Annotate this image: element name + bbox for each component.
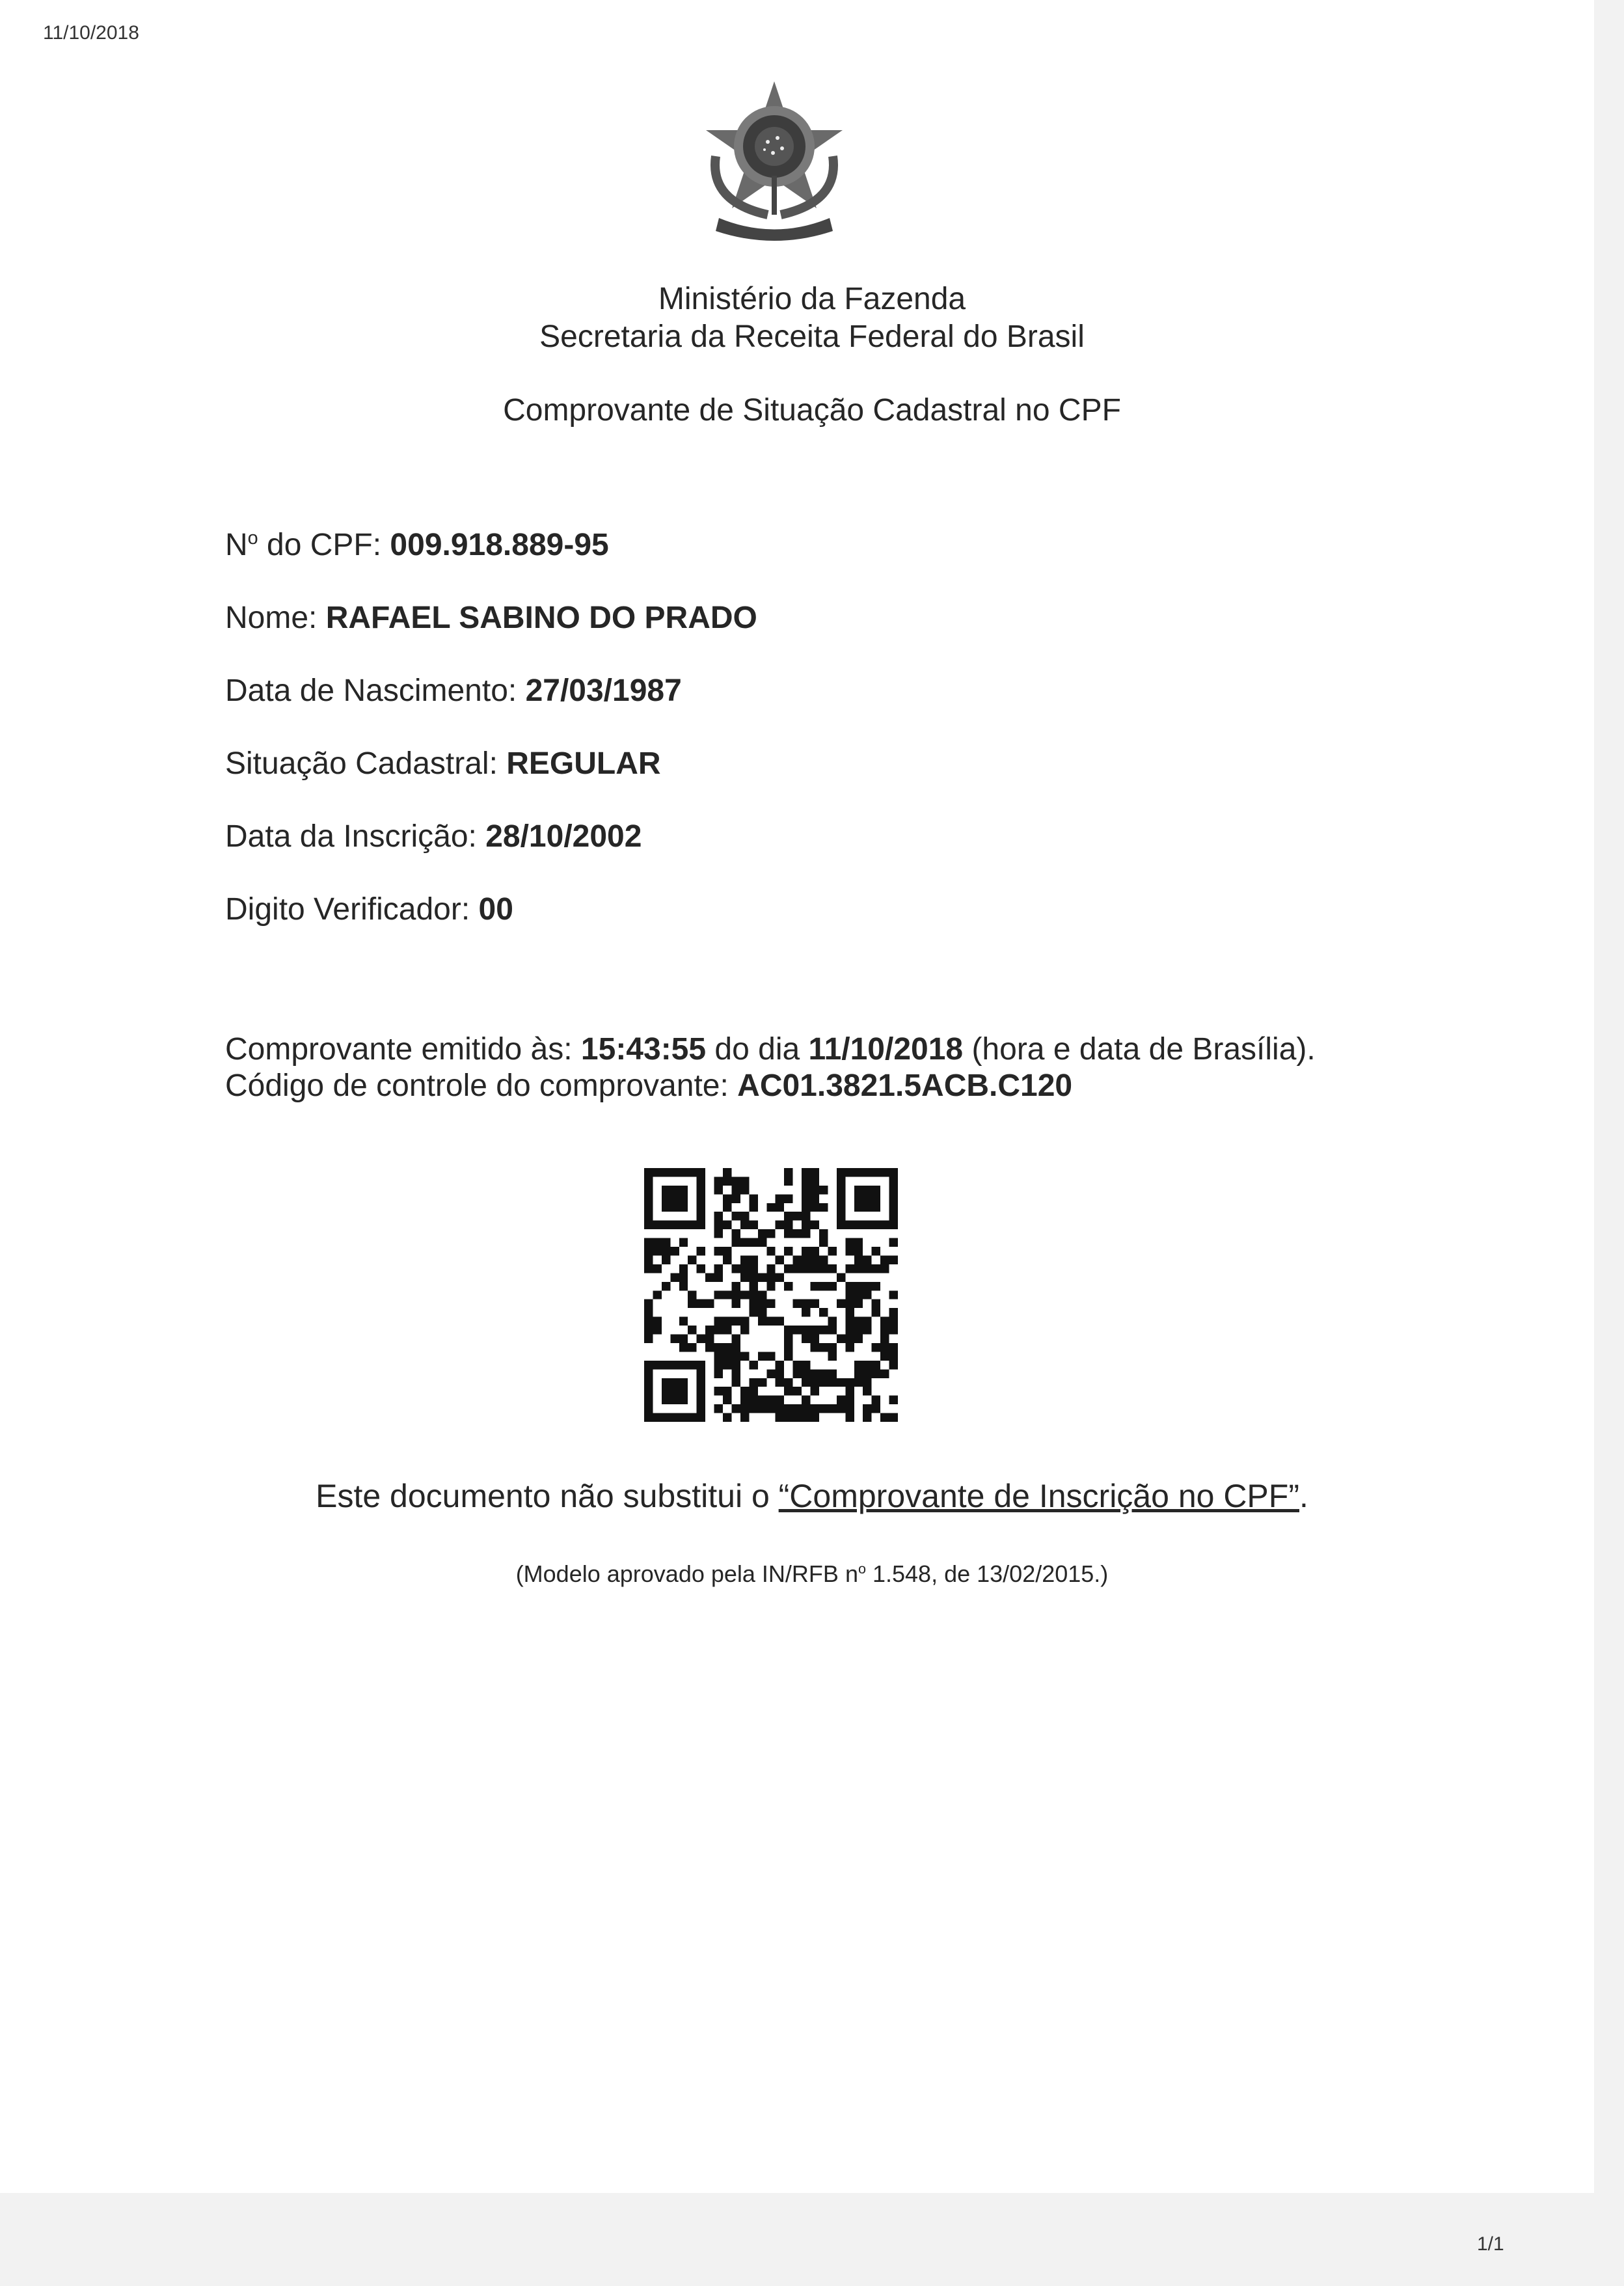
issued-time: 15:43:55 [580,1032,707,1067]
brazil-coat-of-arms-icon [696,78,852,247]
cpf-field: $N^o$ do CPF: 009.918.889-95 [225,528,609,562]
status-value: REGULAR [506,746,661,781]
check-digit-field: Digito Verificador: 00 [225,892,513,927]
page-number: 1/1 [1477,2233,1504,2255]
print-date: 11/10/2018 [43,22,139,44]
cpf-value: 009.918.889-95 [390,528,609,562]
issued-date: 11/10/2018 [808,1032,964,1067]
status-field: Situação Cadastral: REGULAR [225,746,661,781]
secretariat-name: Secretaria da Receita Federal do Brasil [539,320,1085,354]
birth-date-field: Data de Nascimento: 27/03/1987 [225,674,682,708]
check-digit-value: 00 [478,892,513,927]
inscription-proof-link[interactable]: “Comprovante de Inscrição no CPF” [778,1478,1299,1514]
qr-code-icon [644,1168,898,1422]
registration-date-field: Data da Inscrição: 28/10/2002 [225,819,642,854]
control-code: AC01.3821.5ACB.C120 [737,1068,1073,1103]
control-code-line: Código de controle do comprovante: AC01.3821.5ACB.C120 [225,1068,1073,1103]
name-value: RAFAEL SABINO DO PRADO [325,601,757,635]
issued-info [225,1031,1316,1104]
document-title: Comprovante de Situação Cadastral no CPF [503,393,1121,428]
registration-date-value: 28/10/2002 [485,819,642,854]
name-field: Nome: RAFAEL SABINO DO PRADO [225,601,757,635]
ministry-name: Ministério da Fazenda [658,282,966,316]
issued-line: Comprovante emitido às: 15:43:55 do dia 11/10/2018 (hora e data de Brasília). [225,1032,1316,1067]
birth-date-value: 27/03/1987 [525,674,682,708]
model-note: (Modelo aprovado pela IN/RFB $n^o$ 1.548, de 13/02/2015.) [515,1560,1109,1587]
notice-text: Este documento não substitui o “Comprovante de Inscrição no CPF”. [316,1478,1308,1514]
